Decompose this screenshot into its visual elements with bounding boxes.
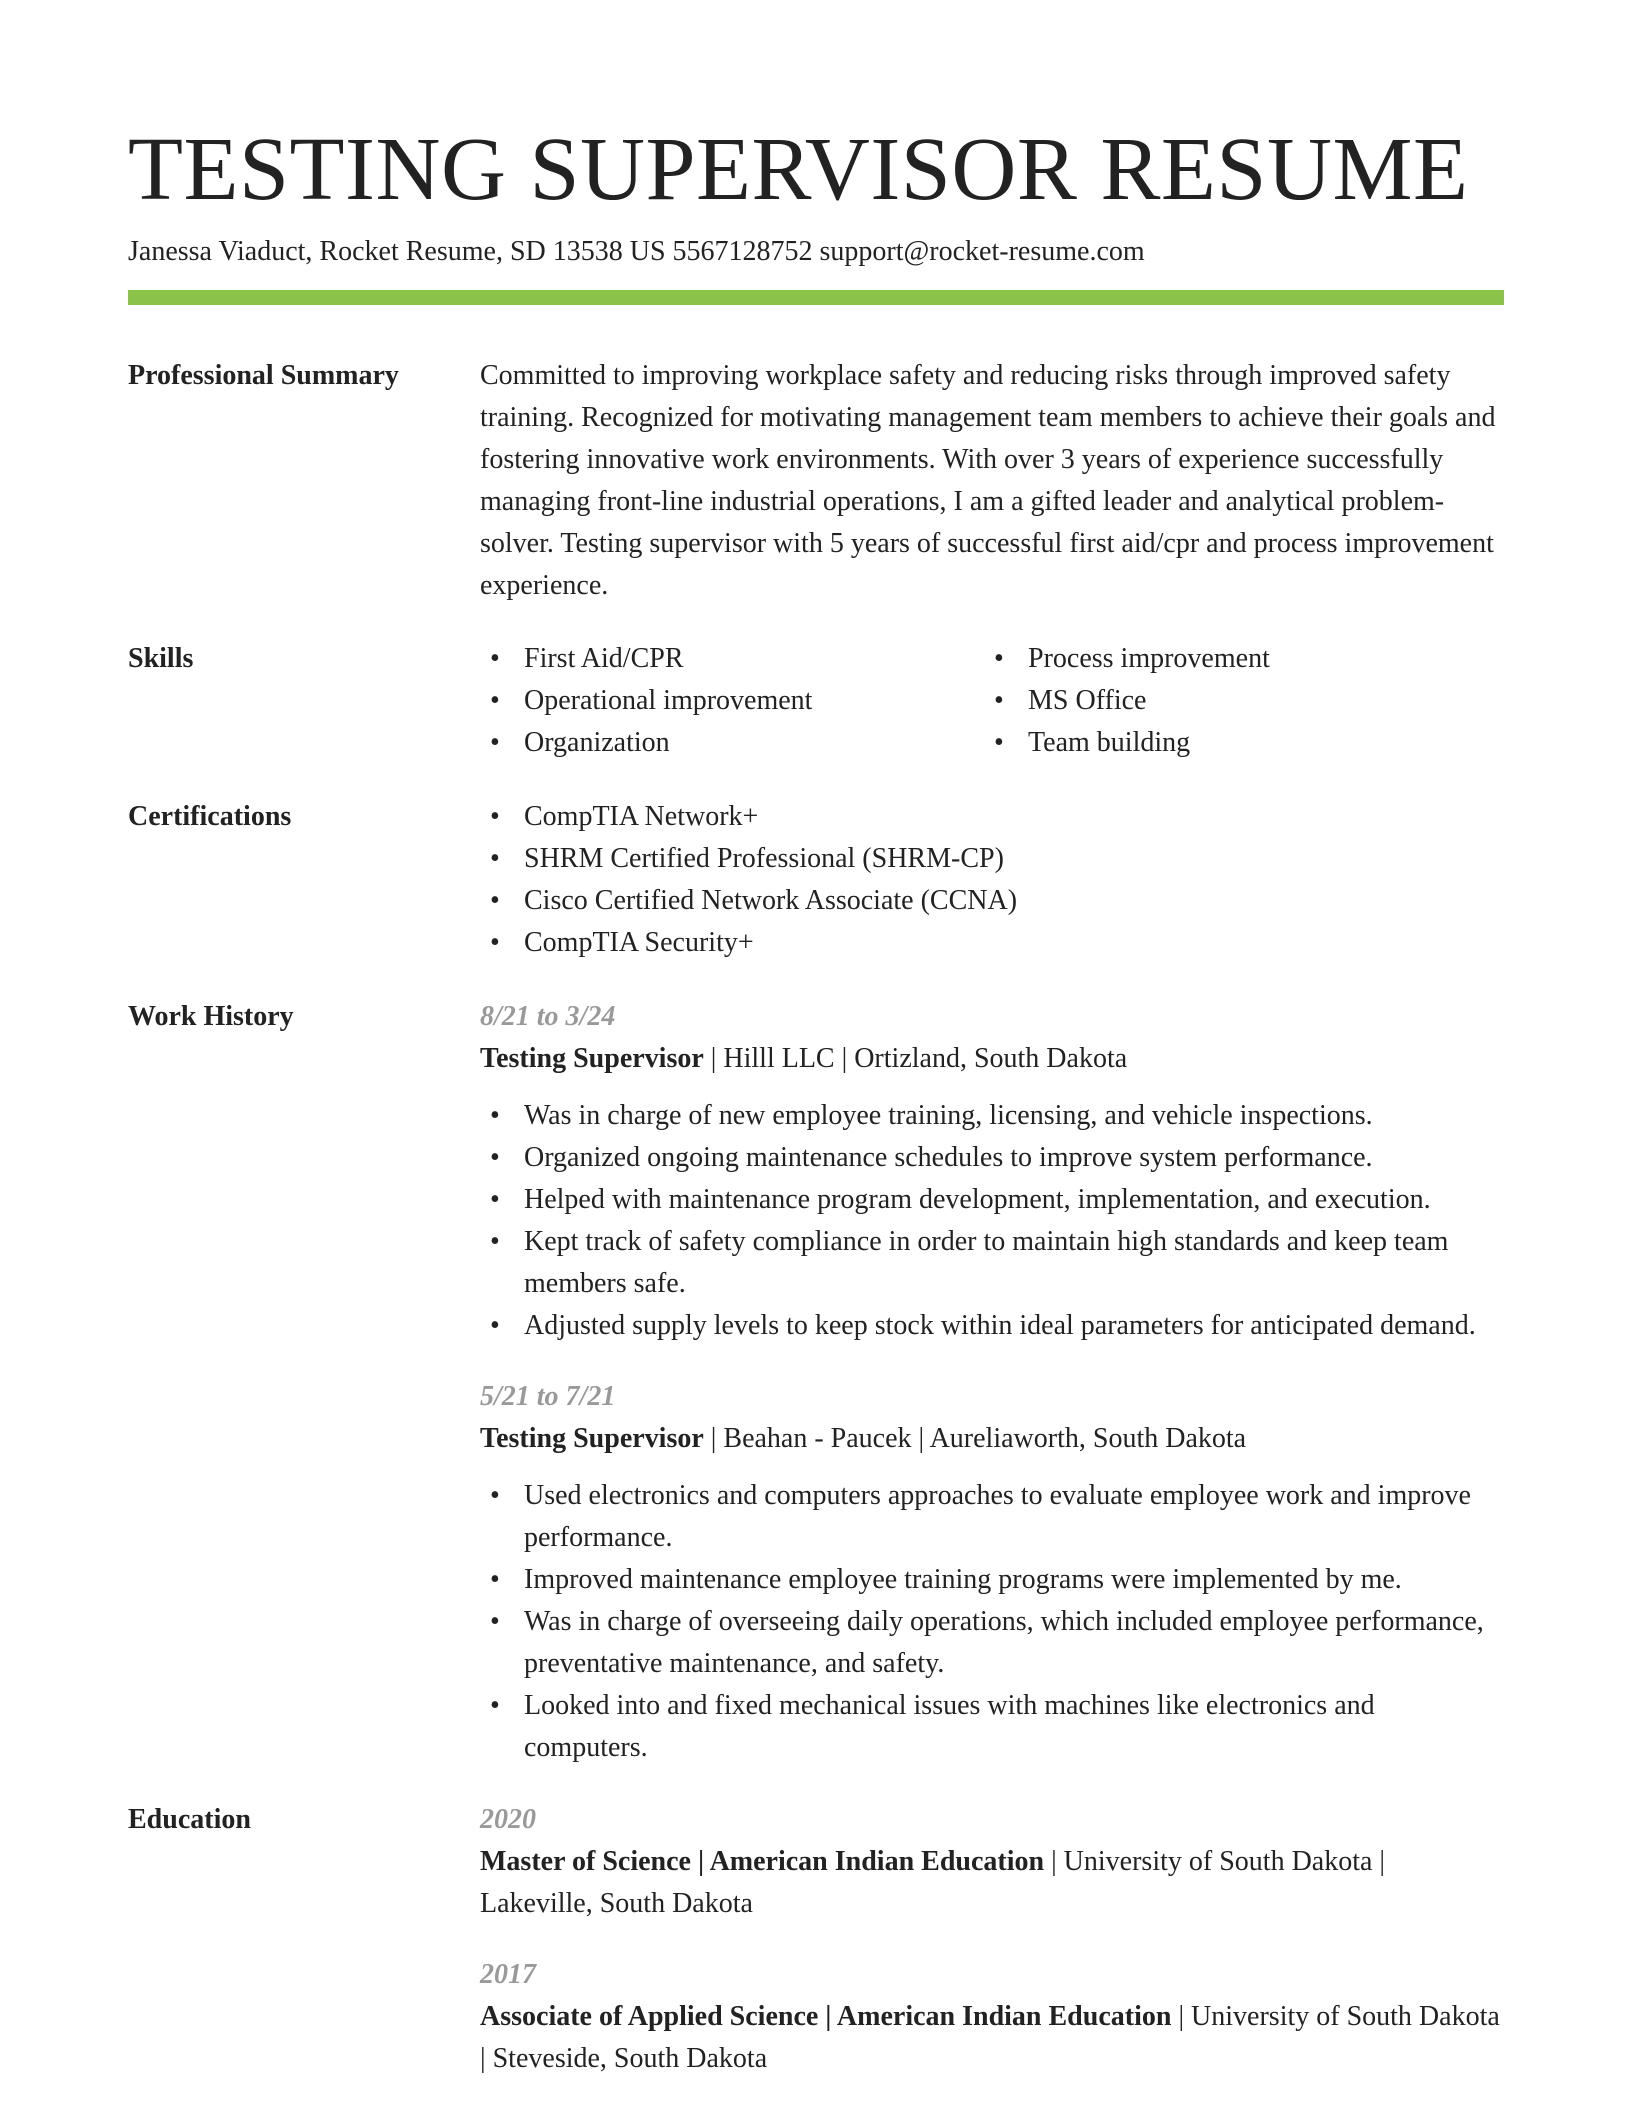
job-entry <box>480 996 1504 1347</box>
job-bullet: • Helped with maintenance program development, implementation, and execution. <box>480 1179 1504 1221</box>
job-role-line <box>480 1038 1504 1080</box>
education-line <box>480 1841 1504 1925</box>
education-line <box>480 1996 1504 2080</box>
job-bullet: • Was in charge of new employee training, licensing, and vehicle inspections. <box>480 1095 1504 1137</box>
job-role-line <box>480 1418 1504 1460</box>
job-details: | Beahan - Paucek | Aureliaworth, South Dakota <box>703 1423 1247 1454</box>
job-title: Testing Supervisor <box>480 1043 704 1074</box>
section-heading: Professional Summary <box>128 360 399 391</box>
certification-item: • CompTIA Security+ <box>480 922 1504 964</box>
skill-item: • First Aid/CPR <box>480 638 984 680</box>
job-details: | Hilll LLC | Ortizland, South Dakota <box>703 1043 1128 1074</box>
job-entry <box>480 1376 1504 1769</box>
skill-item: • Organization <box>480 722 984 764</box>
work-history-section <box>128 996 1504 1769</box>
skills-column <box>480 638 984 764</box>
resume-title: TESTING SUPERVISOR RESUME <box>128 120 1469 219</box>
section-heading: Education <box>128 1804 251 1835</box>
certification-item: • CompTIA Network+ <box>480 796 1504 838</box>
job-bullet: • Adjusted supply levels to keep stock within ideal parameters for anticipated demand. <box>480 1305 1504 1347</box>
resume-page <box>128 118 1504 2080</box>
education-entry <box>480 1954 1504 2080</box>
skill-item: • MS Office <box>984 680 1488 722</box>
job-title: Testing Supervisor <box>480 1423 704 1454</box>
job-bullet: • Organized ongoing maintenance schedules to improve system performance. <box>480 1137 1504 1179</box>
education-degree: Master of Science | American Indian Education <box>480 1846 1045 1877</box>
skills-section <box>128 638 1504 764</box>
education-degree: Associate of Applied Science | American Indian Education <box>480 2001 1172 2032</box>
education-entry <box>480 1799 1504 1925</box>
certification-item: • Cisco Certified Network Associate (CCNA) <box>480 880 1504 922</box>
work-history-body <box>480 996 1504 1769</box>
summary-section <box>128 355 1504 607</box>
education-details: | University of South Dakota | Lakeville, South Dakota <box>480 1846 1386 1919</box>
job-bullet: • Used electronics and computers approaches to evaluate employee work and improve performance. <box>480 1475 1504 1559</box>
job-bullets <box>480 1095 1504 1347</box>
certifications-list <box>480 796 1504 964</box>
section-heading: Skills <box>128 643 194 674</box>
job-bullet: • Looked into and fixed mechanical issues with machines like electronics and computers. <box>480 1685 1504 1769</box>
job-bullet: • Improved maintenance employee training programs were implemented by me. <box>480 1559 1504 1601</box>
certifications-section <box>128 796 1504 964</box>
section-heading: Work History <box>128 1001 294 1032</box>
header-divider <box>128 290 1504 305</box>
job-dates: 8/21 to 3/24 <box>480 1001 616 1032</box>
education-section <box>128 1799 1504 2080</box>
skill-item: • Operational improvement <box>480 680 984 722</box>
job-bullet: • Was in charge of overseeing daily operations, which included employee performance, preventative maintenance, and safety. <box>480 1601 1504 1685</box>
education-year: 2020 <box>480 1804 536 1835</box>
education-year: 2017 <box>480 1959 536 1990</box>
skill-item: • Process improvement <box>984 638 1488 680</box>
job-dates: 5/21 to 7/21 <box>480 1381 616 1412</box>
education-body <box>480 1799 1504 2080</box>
summary-text: Committed to improving workplace safety and reducing risks through improved safety training. Recognized for motivating management team members to achieve their goals and fostering innovative work environments. With over 3 years of experience successfully managing front-line industrial operations, I am a gifted leader and analytical problem-solver. Testing supervisor with 5 years of successful first aid/cpr and process improvement experience. <box>480 360 1496 601</box>
job-bullet: • Kept track of safety compliance in order to maintain high standards and keep team members safe. <box>480 1221 1504 1305</box>
education-details: | University of South Dakota | Steveside, South Dakota <box>480 2001 1500 2074</box>
skills-column <box>984 638 1488 764</box>
skills-grid <box>480 638 1504 764</box>
certification-item: • SHRM Certified Professional (SHRM-CP) <box>480 838 1504 880</box>
skill-item: • Team building <box>984 722 1488 764</box>
section-heading: Certifications <box>128 801 292 832</box>
contact-line: Janessa Viaduct, Rocket Resume, SD 13538 US 5567128752 support@rocket-resume.com <box>128 236 1145 267</box>
job-bullets <box>480 1475 1504 1769</box>
